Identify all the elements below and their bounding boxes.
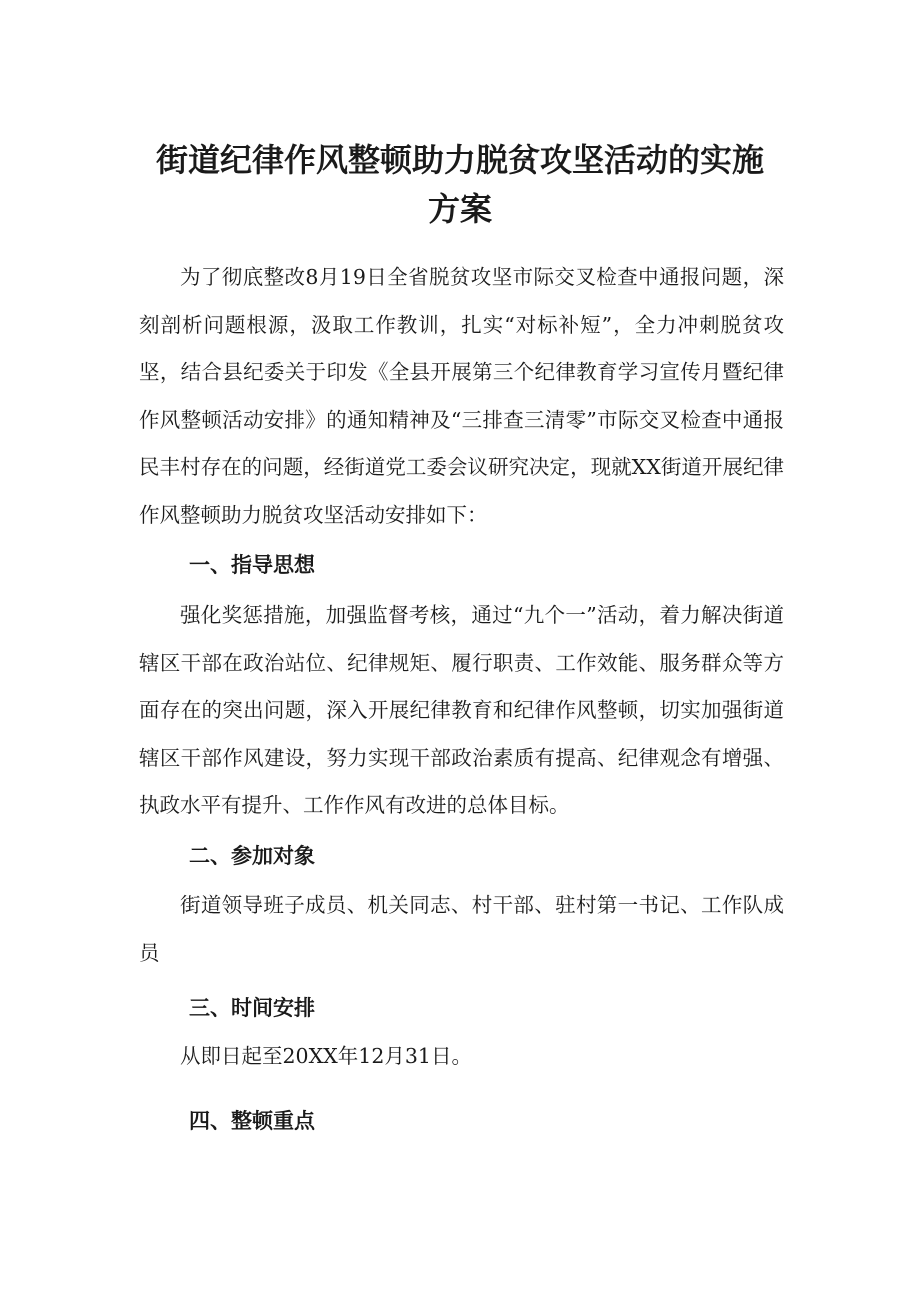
section-body-schedule: 从即日起至20XX年12月31日。 [180, 1044, 472, 1068]
document-title-line-2: 方案 [427, 190, 492, 228]
section-heading-participants: 二、参加对象 [189, 844, 315, 868]
section-heading-schedule: 三、时间安排 [189, 996, 315, 1020]
section-heading-key-points: 四、整顿重点 [189, 1109, 315, 1133]
section-body-guiding-ideology: 强化奖惩措施，加强监督考核，通过“九个一”活动，着力解决街道辖区干部在政治站位、纪律规矩、履行职责、工作效能、服务群众等方面存在的突出问题，深入开展纪律教育和纪律作风整顿，切实加强街道辖区干部作风建设，努力实现干部政治素质有提高、纪律观念有增强、执政水平有提升、工作作风有改进的总体目标。 [139, 603, 784, 817]
document-title-line-1: 街道纪律作风整顿助力脱贫攻坚活动的实施 [155, 141, 764, 179]
intro-paragraph: 为了彻底整改8月19日全省脱贫攻坚市际交叉检查中通报问题，深刻剖析问题根源，汲取工作教训，扎实“对标补短”，全力冲刺脱贫攻坚，结合县纪委关于印发《全县开展第三个纪律教育学习宣传月暨纪律作风整顿活动安排》的通知精神及“三排查三清零”市际交叉检查中通报民丰村存在的问题，经街道党工委会议研究决定，现就XX街道开展纪律作风整顿助力脱贫攻坚活动安排如下： [139, 265, 784, 527]
section-heading-guiding-ideology: 一、指导思想 [189, 553, 315, 577]
section-body-participants: 街道领导班子成员、机关同志、村干部、驻村第一书记、工作队成员 [139, 893, 784, 965]
